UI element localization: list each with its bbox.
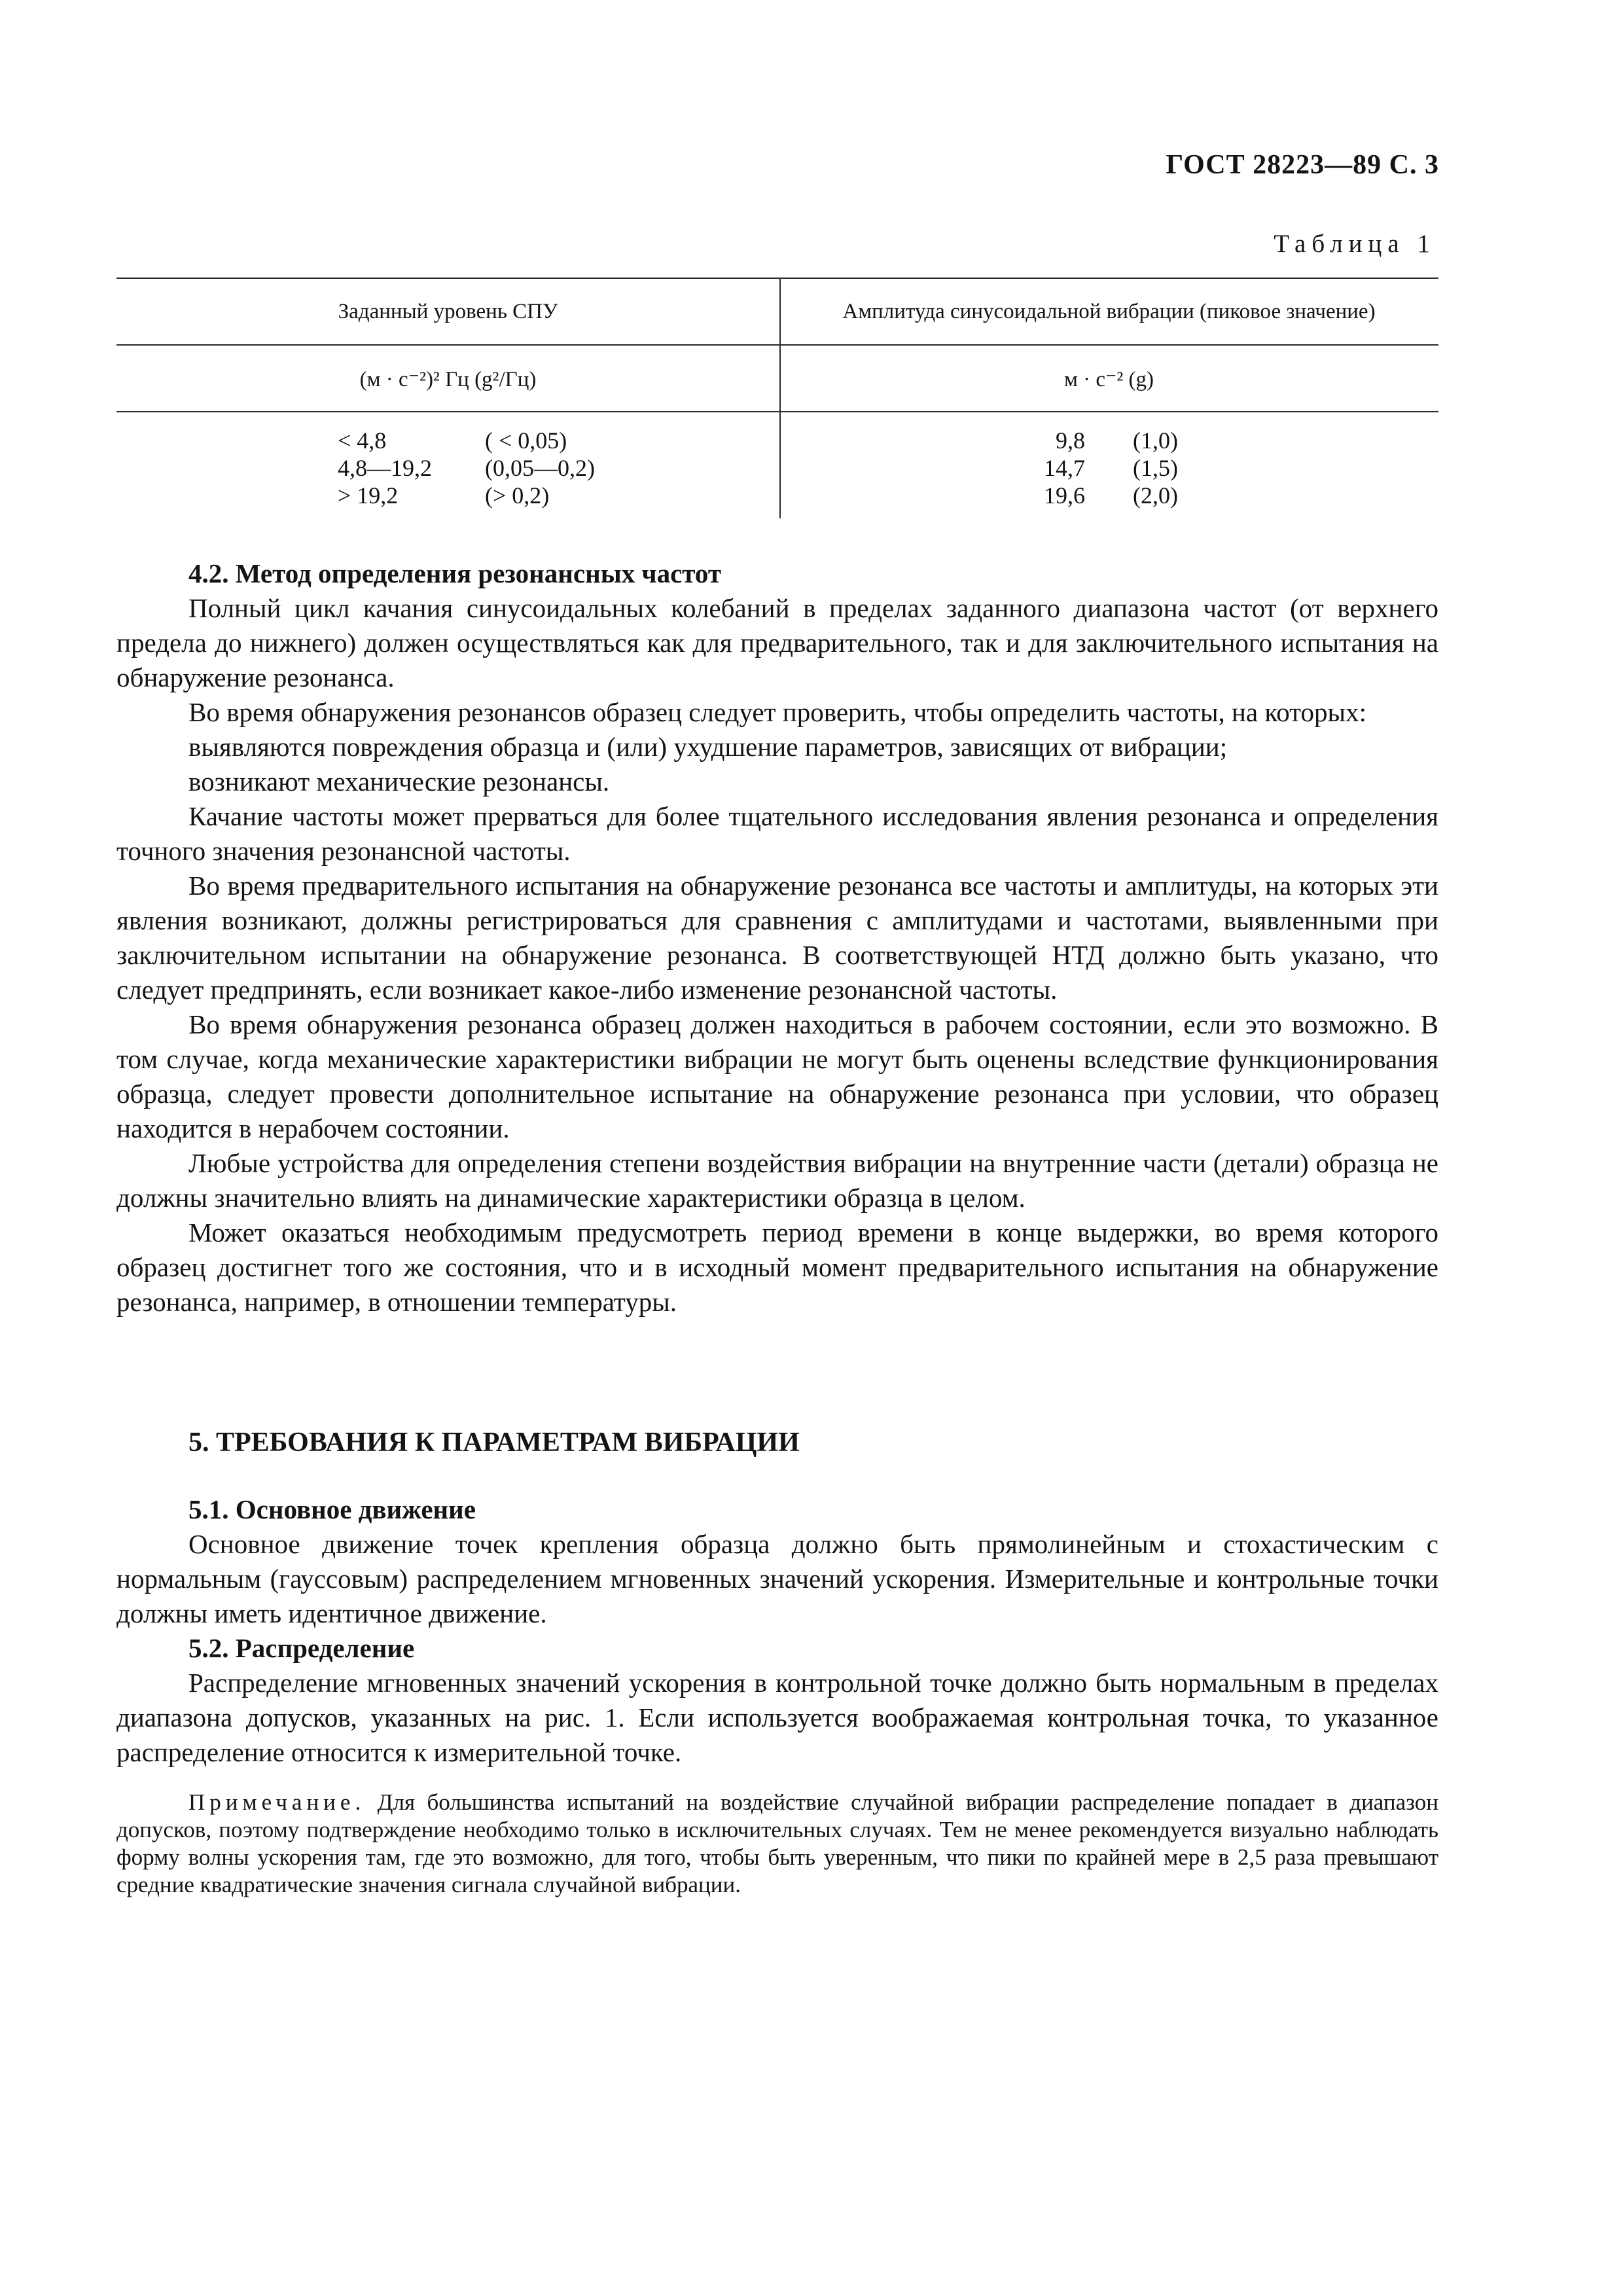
note xyxy=(116,1789,1438,1899)
col1-header: Заданный уровень СПУ xyxy=(338,300,558,323)
table-1 xyxy=(116,278,1438,518)
list-item: возникают механические резонансы. xyxy=(188,766,610,797)
table-row xyxy=(338,482,398,509)
paragraph: Во время обнаружения резонанса образец должен находиться в рабочем состоянии, если это возможно. В том случае, когда механические характеристики вибрации не могут быть оценены вследствие функционирования образца, следует провести дополнительное испытание на обнаружение резонанса при условии, что образец находится в нерабочем состоянии. xyxy=(116,1009,1438,1143)
spu-g-value: (0,05—0,2) xyxy=(485,455,595,481)
amp-value: 14,7 xyxy=(1044,455,1085,481)
note-label: Примечание. xyxy=(188,1789,366,1815)
col2-units: м · с⁻² (g) xyxy=(1063,368,1154,391)
spu-value: < 4,8 xyxy=(338,427,387,454)
paragraph: Основное движение точек крепления образца должно быть прямолинейным и стохастическим с нормальным (гауссовым) распределением мгновенных значений ускорения. Измерительные и контрольные точки должны иметь идентичное движение. xyxy=(116,1529,1438,1628)
paragraph: Качание частоты может прерваться для более тщательного исследования явления резонанса и определения точного значения резонансной частоты. xyxy=(116,801,1438,866)
spu-value: 4,8—19,2 xyxy=(338,455,432,481)
table-row xyxy=(338,427,386,454)
amp-g-value: (1,0) xyxy=(1133,427,1178,454)
paragraph: Во время обнаружения резонансов образец следует проверить, чтобы определить частоты, на которых: xyxy=(188,697,1366,727)
spu-value: > 19,2 xyxy=(338,482,399,509)
paragraph: Полный цикл качания синусоидальных колебаний в пределах заданного диапазона частот (от верхнего предела до нижнего) должен осуществляться как для предварительного, так и для заключительного испытания на обнаружение резонанса. xyxy=(116,593,1438,692)
section-4-2 xyxy=(116,556,1438,1319)
table-row xyxy=(1020,482,1085,509)
table-row xyxy=(1133,482,1178,509)
table-row xyxy=(485,427,567,454)
table-row xyxy=(338,454,432,482)
section-title: 5. ТРЕБОВАНИЯ К ПАРАМЕТРАМ ВИБРАЦИИ xyxy=(188,1427,800,1458)
table-row xyxy=(1020,427,1085,454)
units-divider xyxy=(116,411,1438,412)
section-heading: 4.2. Метод определения резонансных частот xyxy=(188,558,721,588)
section-heading: 5.2. Распределение xyxy=(188,1633,415,1663)
note-paragraph xyxy=(116,1789,1438,1899)
page-header: ГОСТ 28223—89 С. 3 xyxy=(1166,150,1439,180)
table-row xyxy=(485,482,549,509)
note-text: Для большинства испытаний на воздействие случайной вибрации распределение попадает в диапазон допусков, поэтому подтверждение необходимо только в исключительных случаях. Тем не менее рекомендуется визуально наблюдать форму волны ускорения там, где это возможно, для того, чтобы быть уверенным, что пики по крайней мере в 2,5 раза превышают средние квадратические значения сигнала случайной вибрации. xyxy=(116,1789,1438,1897)
table-row xyxy=(1133,427,1178,454)
amp-value: 9,8 xyxy=(1056,427,1085,454)
amp-value: 19,6 xyxy=(1044,482,1085,509)
header-divider xyxy=(116,344,1438,346)
table-row xyxy=(485,454,595,482)
paragraph: Любые устройства для определения степени воздействия вибрации на внутренние части (детали) образца не должны значительно влиять на динамические характеристики образца в целом. xyxy=(116,1148,1438,1213)
table-row xyxy=(1133,454,1178,482)
paragraph: Распределение мгновенных значений ускорения в контрольной точке должно быть нормальным в пределах диапазона допусков, указанных на рис. 1. Если используется воображаемая контрольная точка, то указанное распределение относится к измерительной точке. xyxy=(116,1668,1438,1767)
col1-units: (м · с⁻²)² Гц (g²/Гц) xyxy=(359,368,537,391)
spu-g-value: ( < 0,05) xyxy=(485,427,567,454)
paragraph: Может оказаться необходимым предусмотреть период времени в конце выдержки, во время которого образец достигнет того же состояния, что и в исходный момент предварительного испытания на обнаружение резонанса, например, в отношении температуры. xyxy=(116,1217,1438,1317)
table-caption: Таблица 1 xyxy=(1274,230,1436,258)
section-heading: 5.1. Основное движение xyxy=(188,1494,476,1524)
amp-g-value: (2,0) xyxy=(1133,482,1178,509)
spu-g-value: (> 0,2) xyxy=(485,482,550,509)
list-item: выявляются повреждения образца и (или) ухудшение параметров, зависящих от вибрации; xyxy=(188,732,1228,762)
amp-g-value: (1,5) xyxy=(1133,455,1178,481)
col2-header: Амплитуда синусоидальной вибрации (пиковое значение) xyxy=(842,300,1376,323)
section-5-1 xyxy=(116,1492,1438,1770)
table-row xyxy=(1020,454,1085,482)
section-5 xyxy=(116,1426,1438,1460)
paragraph: Во время предварительного испытания на обнаружение резонанса все частоты и амплитуды, на которых эти явления возникают, должны регистрироваться для сравнения с амплитудами и частотами, выявленными при заключительном испытании на обнаружение резонанса. В соответствующей НТД должно быть указано, что следует предпринять, если возникает какое-либо изменение резонансной частоты. xyxy=(116,870,1438,1005)
